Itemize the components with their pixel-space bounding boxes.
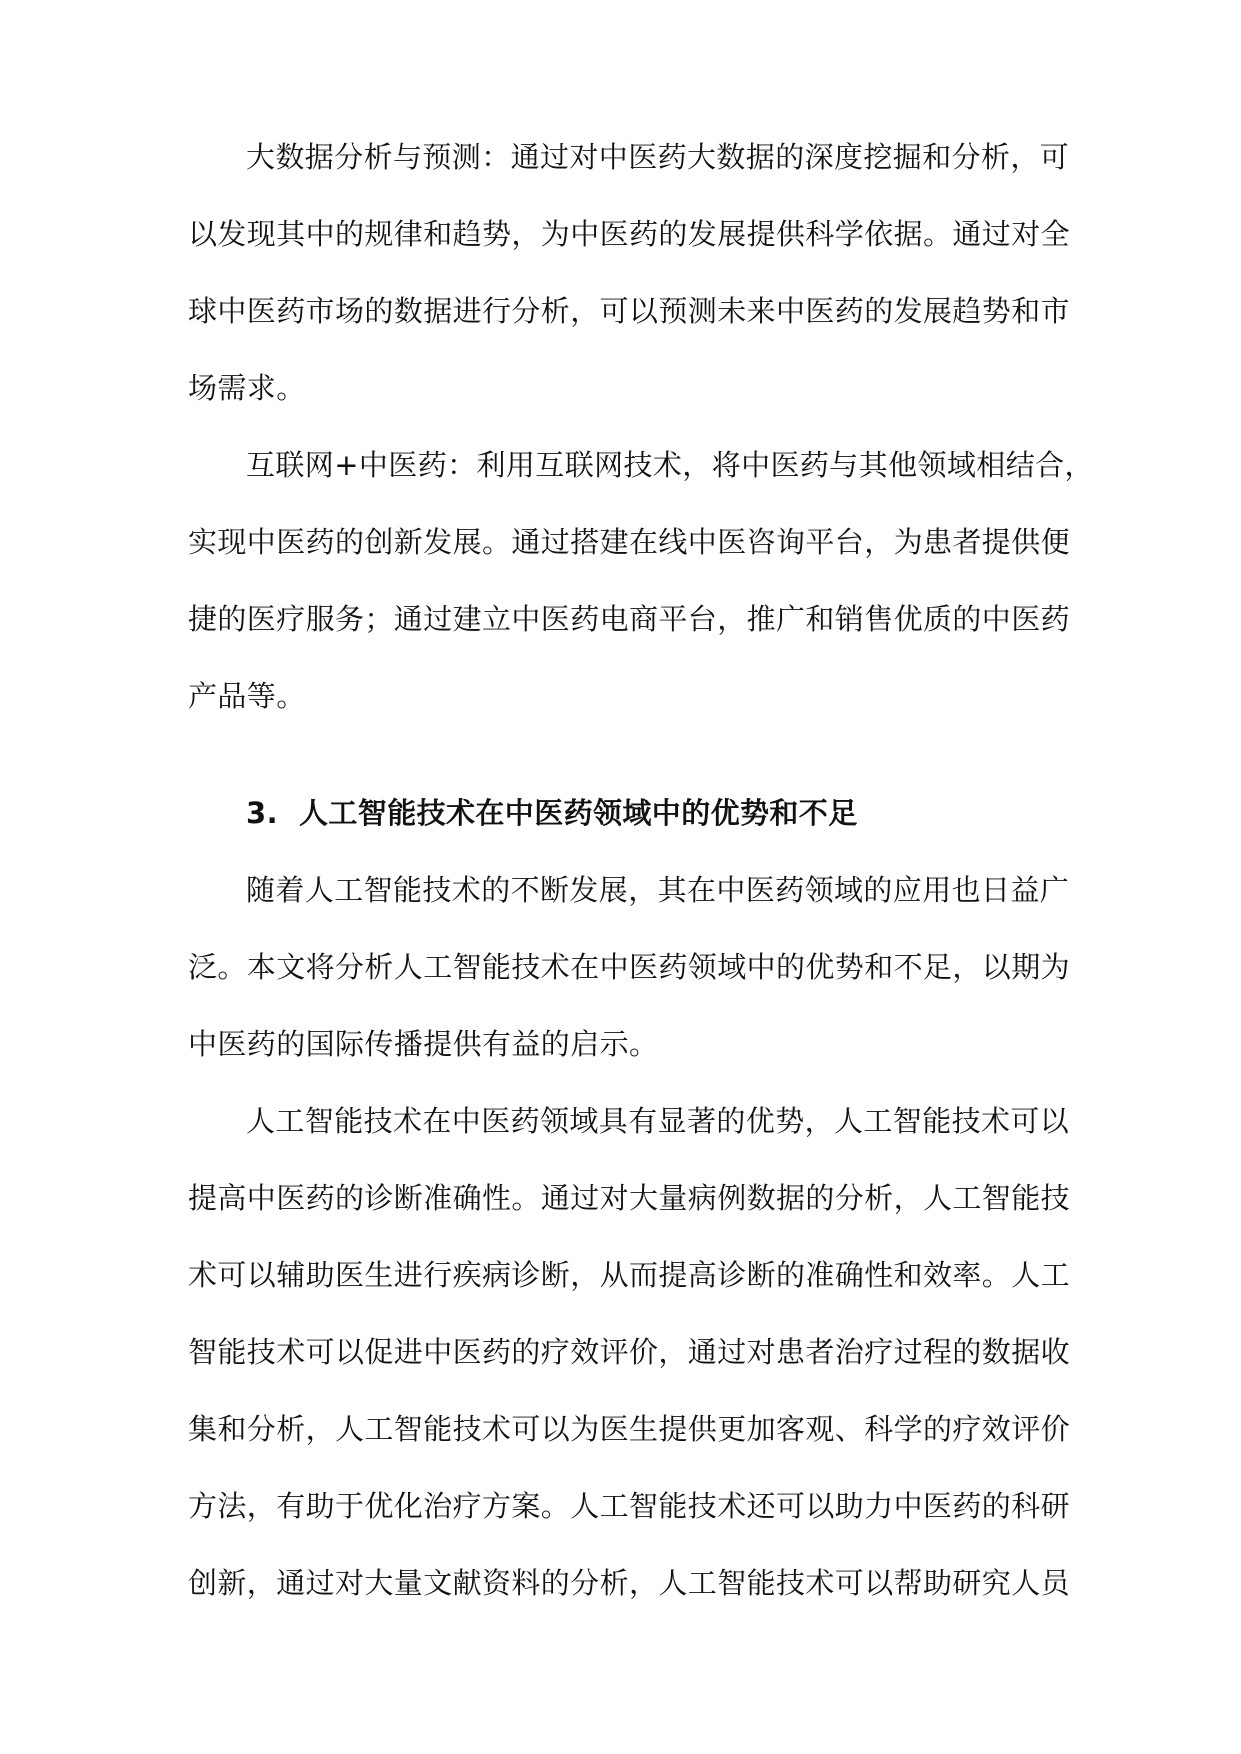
paragraph-internet-tcm	[188, 427, 1094, 735]
paragraph-advantages	[188, 1083, 1071, 1622]
paragraph-line: 互联网+中医药：利用互联网技术，将中医药与其他领域相结合，	[246, 448, 1094, 482]
paragraph-line: 智能技术可以促进中医药的疗效评价，通过对患者治疗过程的数据收	[188, 1335, 1071, 1369]
paragraph-line: 场需求。	[188, 371, 306, 405]
paragraph-line: 术可以辅助医生进行疾病诊断，从而提高诊断的准确性和效率。人工	[188, 1258, 1071, 1292]
paragraph-line: 中医药的国际传播提供有益的启示。	[188, 1027, 659, 1061]
paragraph-big-data	[188, 119, 1071, 427]
paragraph-line: 产品等。	[188, 679, 306, 713]
paragraph-line: 大数据分析与预测：通过对中医药大数据的深度挖掘和分析，可	[246, 140, 1070, 174]
paragraph-line: 提高中医药的诊断准确性。通过对大量病例数据的分析，人工智能技	[188, 1181, 1071, 1215]
section-number: 3.	[246, 796, 278, 830]
paragraph-line: 泛。本文将分析人工智能技术在中医药领域中的优势和不足，以期为	[188, 950, 1071, 984]
section-title: 人工智能技术在中医药领域中的优势和不足	[299, 796, 858, 830]
section-heading	[188, 775, 1058, 852]
section-heading-line	[188, 775, 1058, 852]
paragraph-line: 捷的医疗服务；通过建立中医药电商平台，推广和销售优质的中医药	[188, 602, 1071, 636]
paragraph-line: 随着人工智能技术的不断发展，其在中医药领域的应用也日益广	[246, 873, 1070, 907]
paragraph-line: 方法，有助于优化治疗方案。人工智能技术还可以助力中医药的科研	[188, 1489, 1071, 1523]
paragraph-line: 集和分析，人工智能技术可以为医生提供更加客观、科学的疗效评价	[188, 1412, 1071, 1446]
paragraph-line: 实现中医药的创新发展。通过搭建在线中医咨询平台，为患者提供便	[188, 525, 1071, 559]
paragraph-line: 创新，通过对大量文献资料的分析，人工智能技术可以帮助研究人员	[188, 1566, 1071, 1600]
paragraph-intro	[188, 852, 1071, 1083]
paragraph-line: 以发现其中的规律和趋势，为中医药的发展提供科学依据。通过对全	[188, 217, 1071, 251]
paragraph-line: 球中医药市场的数据进行分析，可以预测未来中医药的发展趋势和市	[188, 294, 1071, 328]
paragraph-line: 人工智能技术在中医药领域具有显著的优势，人工智能技术可以	[246, 1104, 1070, 1138]
